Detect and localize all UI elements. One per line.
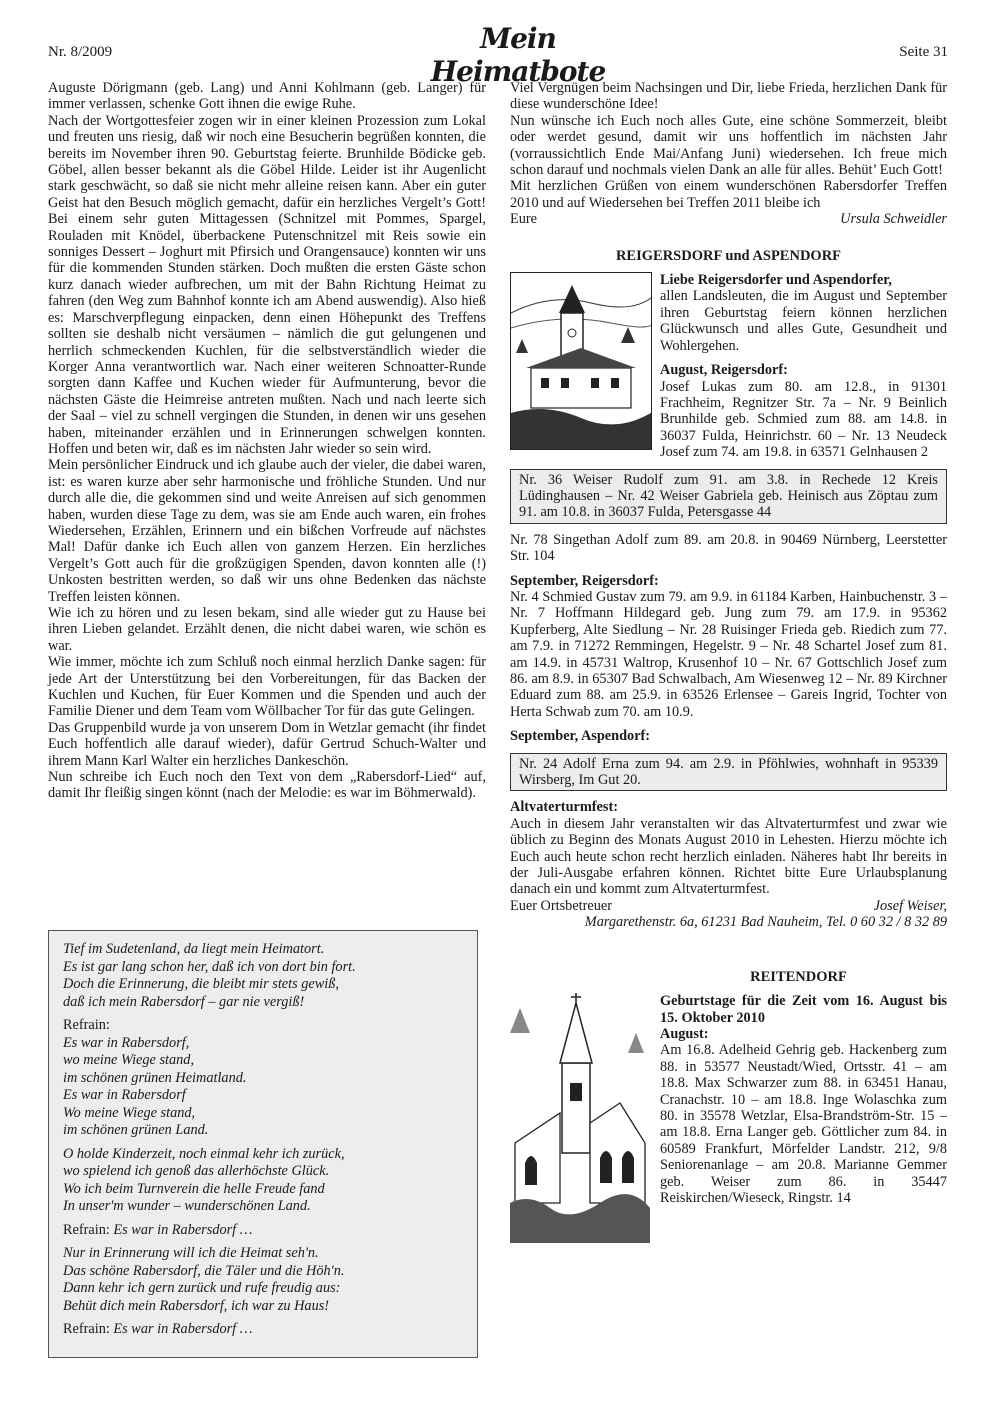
paragraph: Nun schreibe ich Euch noch den Text von dem „Rabersdorf-Lied“ auf, damit Ihr fleißig singen könnt (nach der Melodie: es war im Böhmerwald). — [48, 769, 486, 802]
subtitle: Geburtstage für die Zeit vom 16. August bis 15. Oktober 2010 — [660, 993, 947, 1026]
subheading: August: — [660, 1025, 709, 1042]
greeting-heading: Liebe Reigersdorfer und Aspendorfer, — [660, 272, 892, 289]
paragraph: Nun wünsche ich Euch noch alles Gute, eine schöne Sommerzeit, bleibt oder werdet gesund, damit wir uns hoffentlich im nächsten Jahr (vorraussichtlich Ende Mai/Anfang Juni) wiedersehen. Ich freue mich schon darauf und nochmals vielen Dank an alle für alles. Behüt’ Euch Gott! — [510, 112, 947, 179]
birthday-list: Nr. 78 Singethan Adolf zum 89. am 20.8. in 90469 Nürnberg, Leerstetter Str. 104 — [510, 531, 947, 565]
reitendorf-block — [510, 993, 947, 1273]
page-header — [48, 22, 948, 88]
village-illustration — [510, 272, 652, 450]
birthday-list: Nr. 4 Schmied Gustav zum 79. am 9.9. in 61184 Karben, Hainbuchenstr. 3 – Nr. 7 Hoffmann Hildegard geb. Jung zum 79. am 17.9. in 95362 Kupferberg, Alte Siedlung – Nr. 28 Ruisinger Frieda geb. Riedich zum 77. am 7.9. in 71272 Remmingen, Hegelstr. 9 – Nr. 48 Schartel Josef zum 81. am 14.9. in 45731 Waltrop, Krusenhof 10 – Nr. 67 Gottschlich Josef zum 86. am 8.9. in 65307 Bad Schwalbach, Am Wiesenweg 12 – Nr. 89 Kirchner Eduard zum 88. am 25.9. in 63526 Erlensee – Gareis Ingrid, Tochter von Herta Schwab zum 70. am 10.9. — [510, 588, 947, 720]
paragraph: Auguste Dörigmann (geb. Lang) und Anni Kohlmann (geb. Langer) für immer verlassen, schenke Gott ihnen die ewige Ruhe. — [48, 80, 486, 113]
song-lyrics-box — [48, 930, 478, 1358]
paragraph: Mein persönlicher Eindruck und ich glaube auch der vieler, die dabei waren, ist: es waren kurze aber sehr harmonische und fröhliche Stunden. Und nur durch alle die, die gekommen sind und weite Anreisen auf sich genommen haben, wurden diese Tage zu dem, was sie am Ende auch waren, ein frohes Wiedersehen, Erzählen, Erinnern und ein bißchen Vorfreude auf nächstes Mal! Dafür danke ich Euch allen von ganzem Herzen. Ein herzliches Vergelt’s Gott auch für die großzügigen Spenden, davon konnten alle (!) Unkosten bestritten werden, so daß wir uns ohne Bedenken das nächste Treffen leisten können. — [48, 457, 486, 605]
greeting-text: allen Landsleuten, die im August und September ihren Geburtstag feiern können herzlichen Glückwunsch und alles Gute, Gesundheit und Wohlergehen. — [660, 288, 947, 354]
paragraph: Wie ich zu hören und zu lesen bekam, sind alle wieder gut zu Hause bei ihren Lieben gelandet. Erzählt denen, die nicht dabei waren, wie schön es war. — [48, 605, 486, 654]
refrain-line: Wo meine Wiege stand, — [63, 1104, 196, 1121]
refrain-label: Refrain: — [63, 1321, 110, 1337]
church-illustration — [510, 993, 650, 1273]
verse-line: In unser'm wunder – wunderschönen Land. — [63, 1198, 311, 1214]
verse-line: daß ich mein Rabersdorf – gar nie vergiß! — [63, 993, 305, 1010]
festival-text: Auch in diesem Jahr veranstalten wir das Altvaterturmfest und zwar wie üblich zu Beginn des Monats August 2010 in Lehesten. Hierzu möchte ich Euch auch heute schon recht herzlich einladen. Näheres habt Ihr bereits in der Juli-Ausgabe erfahren können. Richtet bitte Eure Urlaubsplanung danach ein und kommt zum Altvaterturmfest. — [510, 815, 947, 898]
paragraph: Das Gruppenbild wurde ja von unserem Dom in Wetzlar gemacht (ihr findet Euch hoffentlich alle darauf wieder), dafür Gertrud Schuch-Walter und ihrem Mann Karl Walter ein herzliches Dankeschön. — [48, 719, 486, 769]
verse-line: wo spielend ich genoß das allerhöchste Glück. — [63, 1163, 330, 1179]
village-church-drawing — [511, 273, 651, 449]
paragraph: Wie immer, möchte ich zum Schluß noch einmal herzlich Danke sagen: für jede Art der Unterstützung bei den Vorbereitungen, für das Backen der Kuchlen und Kuchen, für Euer Kommen und die Spenden und auch der Familie Diener und dem Team vom Wöllbacher Tor für das gute Gelingen. — [48, 654, 486, 720]
page-number: Seite 31 — [899, 44, 948, 60]
subheading: September, Aspendorf: — [510, 728, 651, 745]
paragraph: Mit herzlichen Grüßen von einem wunderschönen Rabersdorfer Treffen 2010 und auf Wiedersehen bei Treffen 2011 bleibe ich — [510, 178, 947, 211]
section-title-reitendorf: REITENDORF — [750, 968, 847, 985]
verse-line: Wo ich beim Turnverein die helle Freude fand — [63, 1180, 325, 1197]
verse-line: Doch die Erinnerung, die bleibt mir stets gewiß, — [63, 976, 339, 992]
subheading: August, Reigersdorf: — [660, 362, 788, 379]
refrain-line: Es war in Rabersdorf — [63, 1087, 186, 1103]
church-drawing — [510, 993, 650, 1243]
signature-name: Ursula Schweidler — [840, 211, 947, 228]
refrain-label: Refrain: — [63, 1017, 110, 1033]
verse-line: O holde Kinderzeit, noch einmal kehr ich zurück, — [63, 1145, 345, 1162]
masthead-logo: Mein Heimatbote — [430, 22, 606, 88]
closing-word: Eure — [510, 211, 537, 228]
refrain-line: wo meine Wiege stand, — [63, 1052, 195, 1068]
refrain-short: Es war in Rabersdorf … — [113, 1321, 253, 1337]
signature-line — [510, 898, 947, 914]
verse-line: Tief im Sudetenland, da liegt mein Heimatort. — [63, 941, 325, 957]
verse-line: Es ist gar lang schon her, daß ich von dort bin fort. — [63, 958, 356, 975]
birthday-list: Josef Lukas zum 80. am 12.8., in 91301 Frachheim, Regnitzer Str. 7a – Nr. 9 Beinlich Brunhilde geb. Schmied zum 88. am 14.8. in 36037 Fulda, Heinrichstr. 60 – Nr. 13 Neudeck Josef zum 74. am 19.8. in 63571 Gelnhausen 2 — [660, 378, 947, 461]
refrain-line: Es war in Rabersdorf, — [63, 1034, 190, 1051]
verse-line: Nur in Erinnerung will ich die Heimat seh'n. — [63, 1245, 319, 1261]
birthday-list: Am 16.8. Adelheid Gehrig geb. Hackenberg zum 88. in 53577 Neustadt/Wied, Ortsstr. 41 – am 18.8. Max Schwarzer zum 88. in 63451 Hanau, Cranachstr. 10 – am 18.8. Inge Wolaschka zum 80. in 35578 Wetzlar, Elsa-Brandström-Str. 15 – am 18.8. Erna Langer geb. Göttlicher zum 84. in 60589 Frankfurt, Mörfelder Landstr. 212, 9/8 Seniorenanlage – am 20.8. Marianne Gemmer geb. Weiser zum 86. in 35447 Reiskirchen/Wieseck, Ringstr. 14 — [660, 1042, 947, 1206]
issue-number: Nr. 8/2009 — [48, 44, 113, 60]
section-title-reigersdorf: REIGERSDORF und ASPENDORF — [615, 247, 842, 264]
highlight-box: Nr. 24 Adolf Erna zum 94. am 2.9. in Pföhlwies, wohnhaft in 95339 Wirsberg, Im Gut 20. — [510, 753, 947, 792]
signature-line — [510, 211, 947, 227]
paragraph: Viel Vergnügen beim Nachsingen und Dir, liebe Frieda, herzlichen Dank für diese wunderschöne Idee! — [510, 80, 947, 113]
betreuer-label: Euer Ortsbetreuer — [510, 897, 613, 914]
subheading: September, Reigersdorf: — [510, 572, 659, 589]
paragraph: Nach der Wortgottesfeier zogen wir in einer kleinen Prozession zum Lokal und freuten uns riesig, daß wir noch eine Besucherin begrüßen konnten, die bereits im November ihren 90. Geburtstag feierte. Brunhilde Bödicke geb. Göbel, allen besser bekannt als die Göbel Hilde. Leider ist ihr Augenlicht stark geschwächt, so daß sie nicht mehr alleine reisen kann. Aber ein guter Geist hat den Besuch möglich gemacht, dafür ein herzliches Vergelt’s Gott! Bei einem sehr guten Mittagessen (Schnitzel mit Pommes, Spargel, Rouladen mit Knödel, überbackene Putenschnitzel mit Reis sowie ein sonniges Dessert – Joghurt mit Pfirsich und Orangensauce) konnten wir uns für die kommenden Stunden stärken. Doch mußten die ersten Gäste schon kurz danach wieder aufbrechen, um mit der Bahn Richtung Heimat zu fahren (den Weg zum Bahnhof konnte ich am Abend auswendig). Also hieß es: Marschverpflegung einpacken, denn einen Höhepunkt des Treffens sollten sie deshalb nicht versäumen – nämlich die gut gelungenen und herrlich schmeckenden Kuchlen, für die selbstverständlich wieder die Korger Anna verantwortlich war. Nach einer weiteren Schnoatter-Runde sorgten dann Kaffee und Kuchen wieder für Aufmunterung, bevor die nächsten Gäste die Heimreise antreten mußten. Nach und nach leerte sich der Saal – viel zu schnell vergingen die Stunden, in denen wir uns gesehen haben, miteinander erzählen und in Erinnerungen schwelgen konnten. Hoffen und beten wir, daß es im nächsten Jahr wieder so sein wird. — [48, 112, 486, 457]
reigersdorf-intro — [510, 272, 947, 460]
verse-line: Behüt dich mein Rabersdorf, ich war zu Haus! — [63, 1297, 330, 1314]
left-column — [48, 80, 486, 802]
refrain-line: im schönen grünen Land. — [63, 1122, 209, 1138]
refrain-label: Refrain: — [63, 1221, 110, 1238]
highlight-box: Nr. 36 Weiser Rudolf zum 91. am 3.8. in Rechede 12 Kreis Lüdinghausen – Nr. 42 Weiser Gabriela geb. Heinisch aus Zöptau zum 91. am 10.8. in 36037 Fulda, Petersgasse 44 — [510, 469, 947, 524]
refrain-short: Es war in Rabersdorf … — [113, 1221, 253, 1238]
right-column — [510, 80, 947, 1273]
betreuer-name: Josef Weiser, — [873, 897, 947, 914]
subheading: Altvaterturmfest: — [510, 799, 618, 816]
betreuer-address: Margarethenstr. 6a, 61231 Bad Nauheim, Tel. 0 60 32 / 8 32 89 — [584, 914, 947, 931]
refrain-line: im schönen grünen Heimatland. — [63, 1069, 247, 1086]
verse-line: Das schöne Rabersdorf, die Täler und die Höh'n. — [63, 1262, 345, 1279]
verse-line: Dann kehr ich gern zurück und rufe freudig aus: — [63, 1280, 341, 1296]
